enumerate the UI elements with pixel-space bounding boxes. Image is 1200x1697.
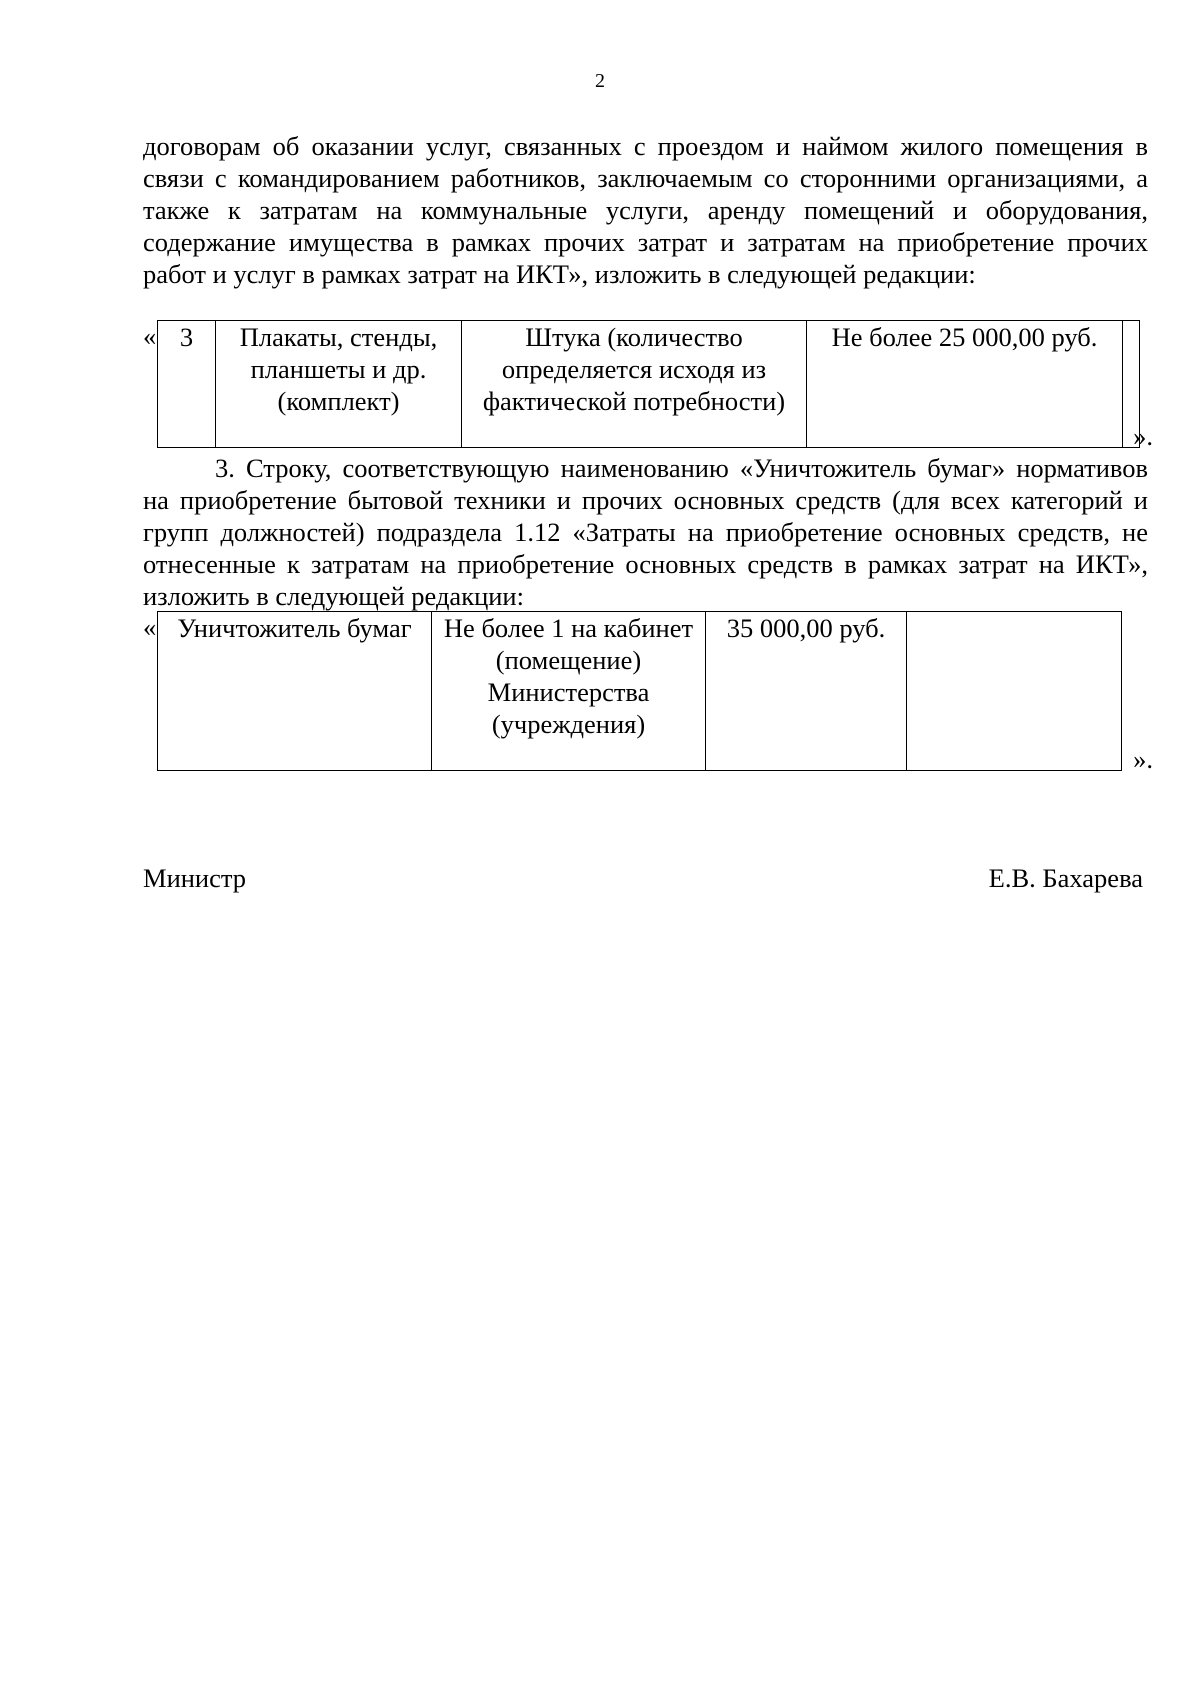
paragraph-2: 3. Строку, соответствующую наименованию «Уничтожитель бумаг» нормативов на приобретение бытовой техники и прочих основных средств (для всех категорий и групп должностей) подраздела 1.12 «Затраты на приобретение основных средств, не отнесенные к затратам на приобретение основных средств в рамках затрат на ИКТ», изложить в следующей редакции: — [143, 453, 1148, 611]
opening-quote: « — [143, 612, 157, 642]
opening-quote: « — [143, 321, 157, 351]
table-cell-name: Плакаты, стенды, планшеты и др. (комплект) — [216, 321, 462, 448]
table-cell-norm: Не более 1 на кабинет (помещение) Министерства (учреждения) — [432, 612, 706, 771]
table-cell-number: 3 — [158, 321, 216, 448]
page-number: 2 — [595, 70, 605, 92]
signatory-title: Министр — [143, 863, 247, 893]
table-2-block — [143, 611, 1153, 774]
table-cell-unit: Штука (количество определяется исходя из фактической потребности) — [462, 321, 807, 448]
table-row — [158, 612, 1122, 771]
table-cell-price: Не более 25 000,00 руб. — [807, 321, 1123, 448]
table-1-block — [143, 320, 1153, 451]
signatory-name: Е.В. Бахарева — [988, 863, 1143, 893]
table-2 — [157, 611, 1122, 771]
table-cell-name: Уничтожитель бумаг — [158, 612, 432, 771]
table-1 — [157, 320, 1140, 448]
table-cell-price: 35 000,00 руб. — [706, 612, 907, 771]
closing-quote: ». — [1133, 421, 1153, 451]
closing-quote: ». — [1133, 744, 1153, 774]
paragraph-1: договорам об оказании услуг, связанных с проездом и наймом жилого помещения в связи с командированием работников, заключаемым со сторонними организациями, а также к затратам на коммунальные услуги, аренду помещений и оборудования, содержание имущества в рамках прочих затрат и затратам на приобретение прочих работ и услуг в рамках затрат на ИКТ», изложить в следующей редакции: — [143, 131, 1148, 289]
table-cell-empty — [907, 612, 1122, 771]
table-row — [158, 321, 1140, 448]
